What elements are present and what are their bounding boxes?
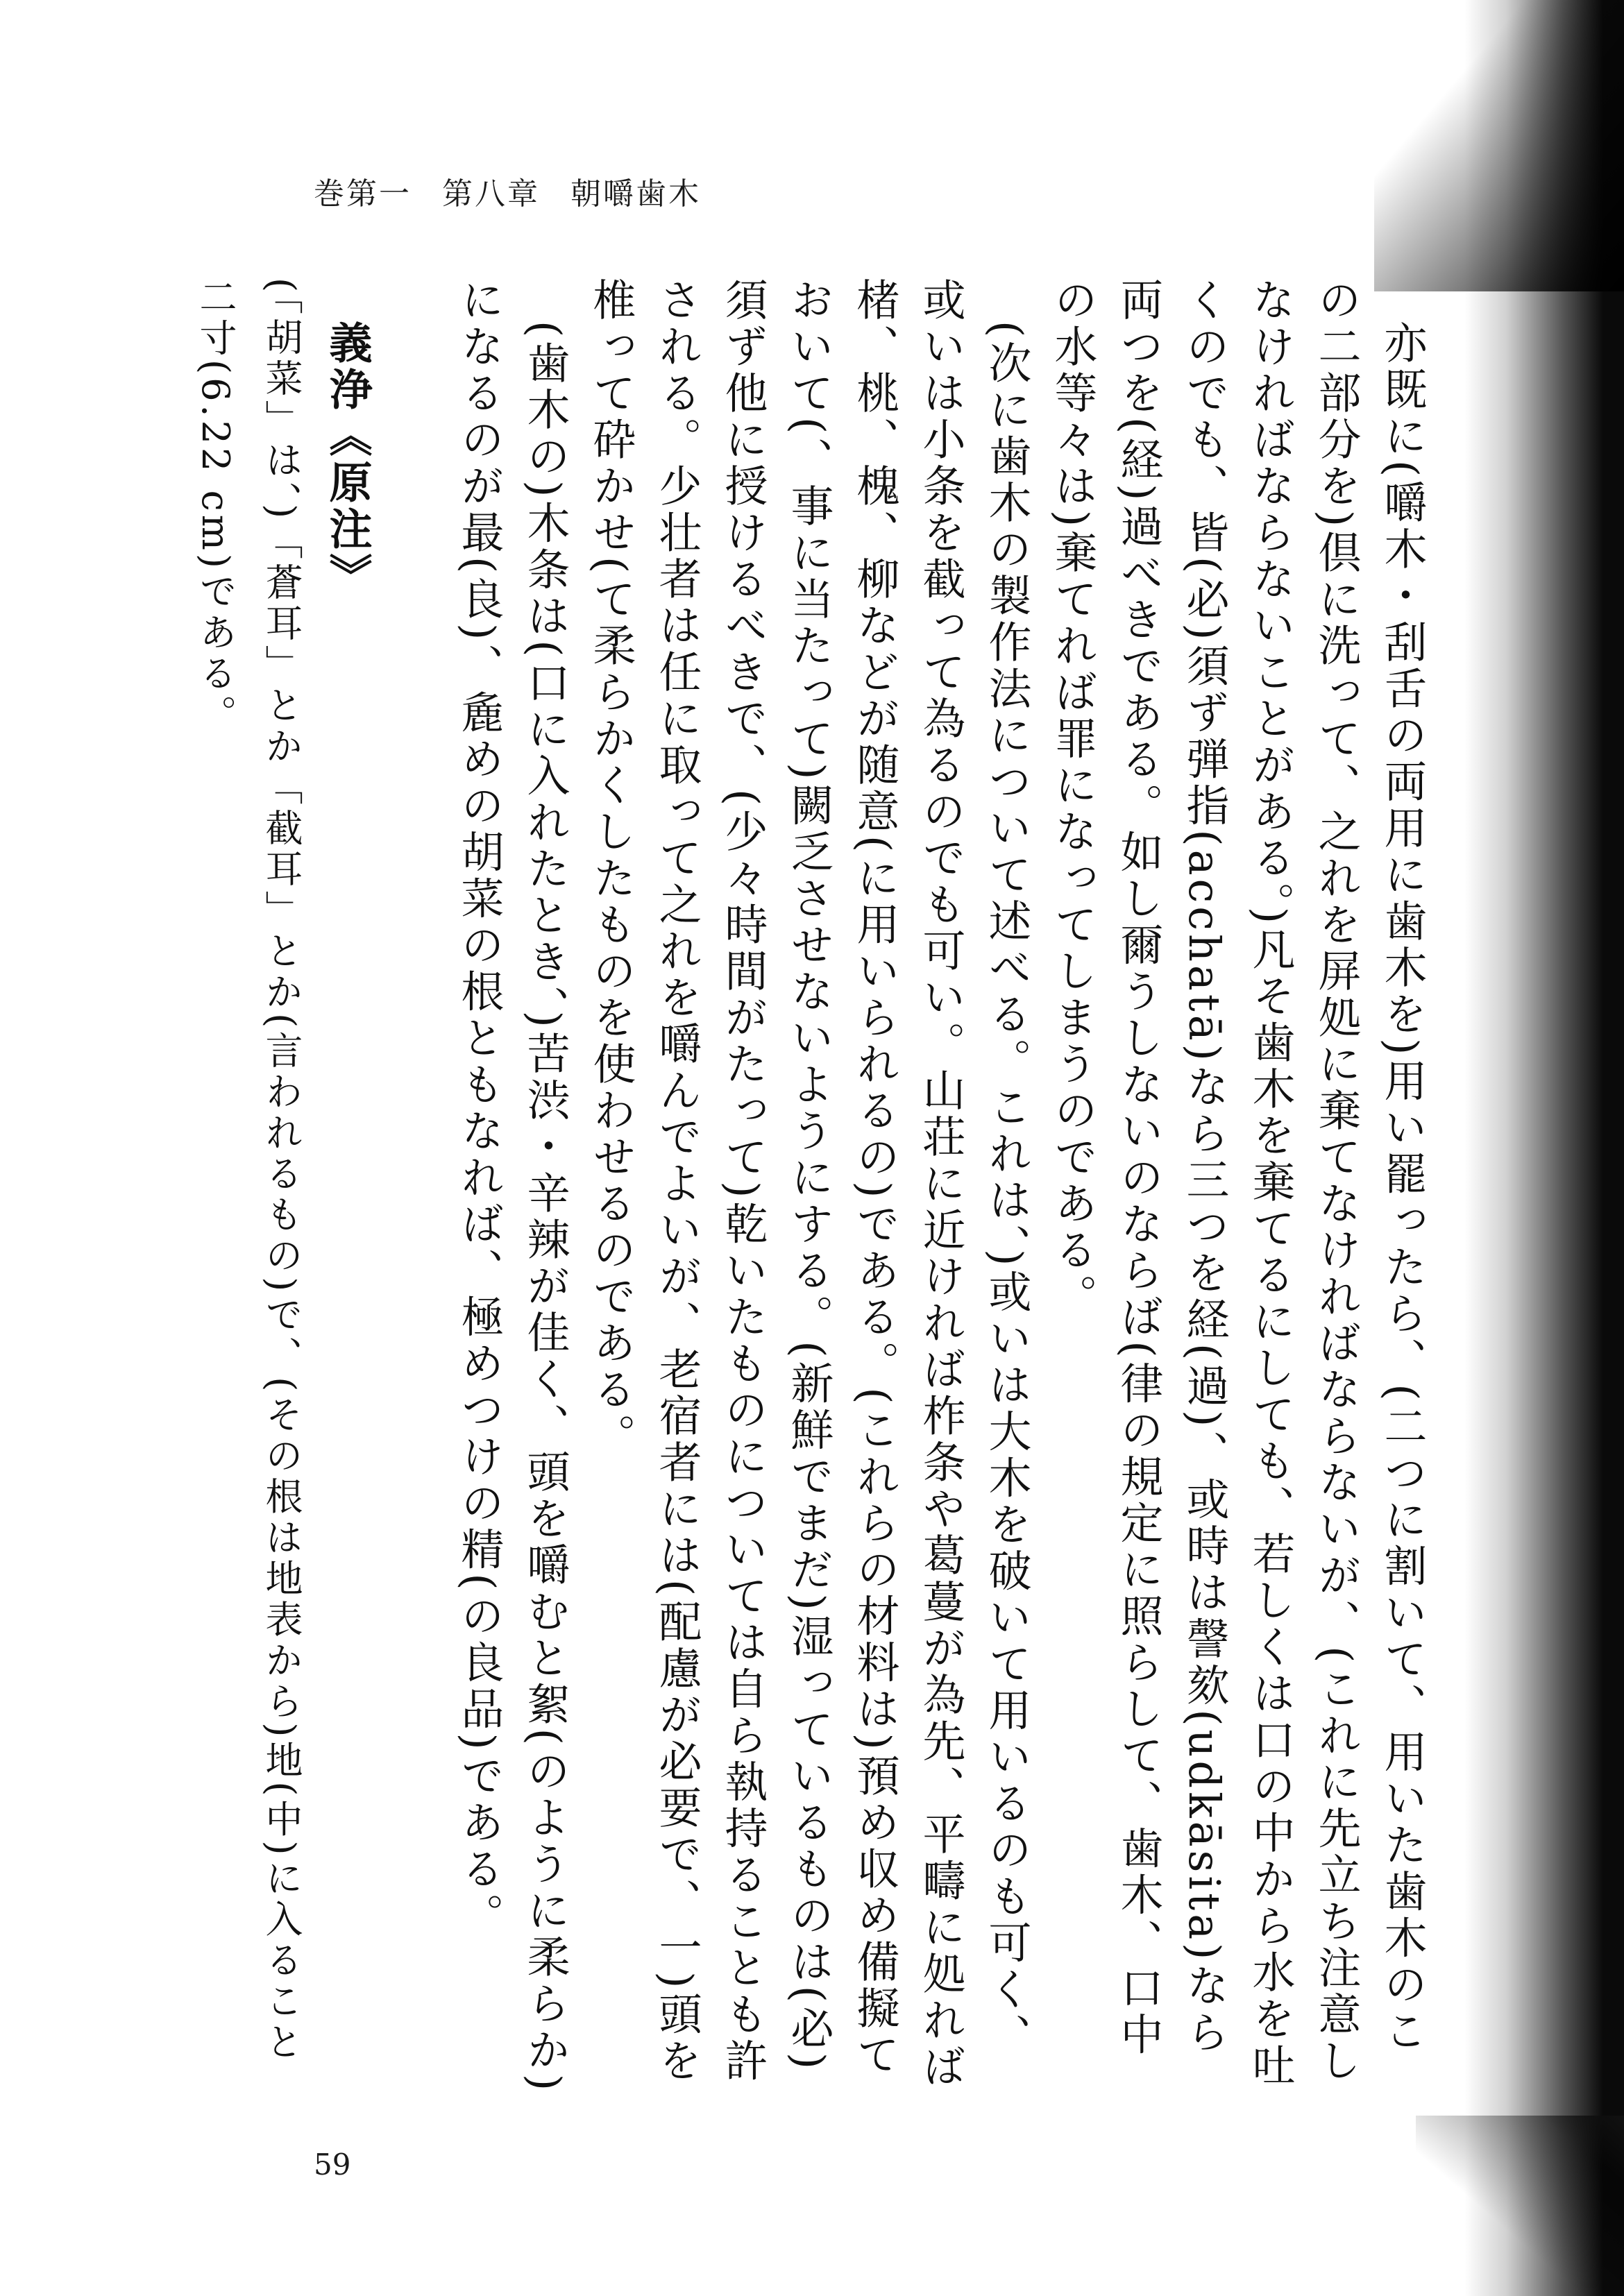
chapter-label: 第八章 bbox=[442, 176, 540, 212]
page-number: 59 bbox=[314, 2148, 351, 2182]
paragraph-2: (次に歯木の製作法について述べる。これは、)或いは大木を破いて用いるのも可く、或いは小条を截って為るのでも可い。山荘に近ければ柞条や葛蔓が為先、平疇に処れば楮、桃、槐、柳などが随意(に用いられるの)である。(これらの材料は)預め収め備擬ておいて(、事に当たって)闕乏させないようにする。(新鮮でまだ)湿っているものは(必)須ず他に授けるべきで、(少々時間がたって)乾いたものについては自ら執持ることも許される。少壮者は任に取って之れを嚼んでよいが、老宿者には(配慮が必要で、一)頭を椎って砕かせ(て柔らかくしたものを使わせるのである。 bbox=[586, 278, 1032, 2091]
paragraph-1: 亦既に(嚼木・刮舌の両用に歯木を)用い罷ったら、(二つに割いて、用いた歯木のこの二部分を)倶に洗って、之れを屏処に棄てなければならないが、(これに先立ち注意しなければならないことがある。)凡そ歯木を棄てるにしても、若しくは口の中から水を吐くのでも、皆(必)須ず弾指(acchatā)なら三つを経(過)、或時は謦欬(udkāsita)なら両つを(経)過べきである。如し爾うしないのならば(律の規定に照らして、歯木、口中の水等々は)棄てれば罪になってしまうのである。 bbox=[1047, 278, 1428, 2090]
original-note-text: (「胡菜」は、)「蒼耳」とか「截耳」とか(言われるもの)で、(その根は地表から)地(中)に入ること二寸(6.22 cm)である。 bbox=[194, 278, 303, 2064]
book-label: 巻第一 bbox=[314, 176, 412, 212]
main-text-area bbox=[194, 278, 1435, 2095]
scan-corner-shadow-top bbox=[1374, 0, 1624, 291]
running-head bbox=[314, 169, 701, 213]
vertical-text-block bbox=[194, 278, 1435, 2095]
original-note-heading: 義浄《原注》 bbox=[322, 321, 373, 599]
section-title: 朝嚼歯木 bbox=[570, 176, 701, 212]
scan-corner-shadow-bottom bbox=[1416, 2116, 1624, 2296]
scan-edge-shadow bbox=[1464, 0, 1624, 2296]
paragraph-3: (歯木の)木条は(口に入れたとき、)苦渋・辛辣が佳く、頭を嚼むと絮(のように柔らか)になるのが最(良)、麁めの胡菜の根ともなれば、極めつけの精(の良品)である。 bbox=[454, 278, 570, 2095]
